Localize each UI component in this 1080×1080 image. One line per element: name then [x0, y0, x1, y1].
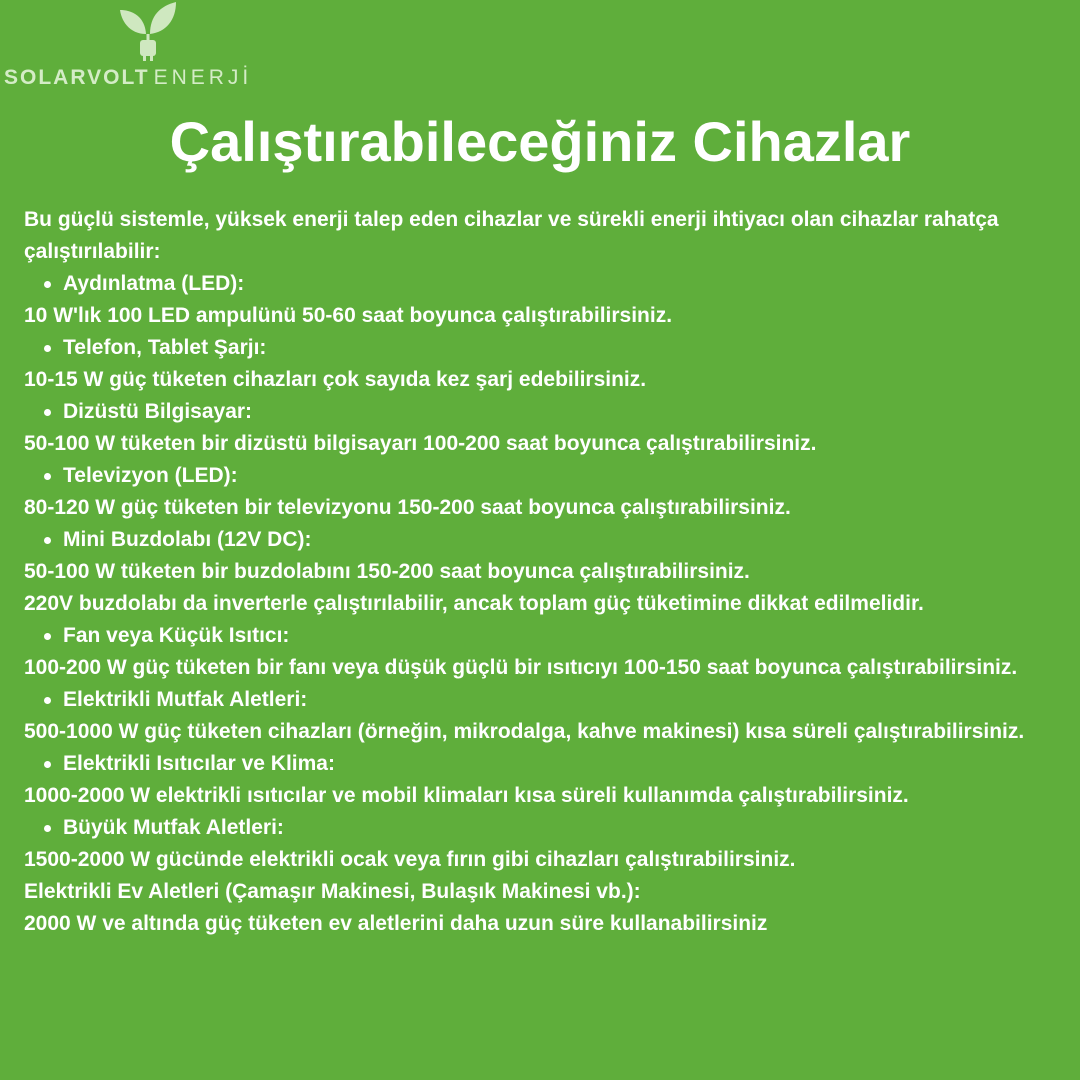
item-line: 220V buzdolabı da inverterle çalıştırılabilir, ancak toplam güç tüketimine dikkat edilmelidir. — [24, 592, 924, 615]
page-title: Çalıştırabileceğiniz Cihazlar — [169, 110, 911, 173]
item-heading: Telefon, Tablet Şarjı: — [24, 332, 1064, 364]
logo-brand: SOLARVOLT — [4, 66, 150, 89]
item-line: 1500-2000 W gücünde elektrikli ocak veya fırın gibi cihazları çalıştırabilirsiniz. — [24, 848, 796, 871]
item-heading: Elektrikli Mutfak Aletleri: — [24, 684, 1064, 716]
item-heading: Aydınlatma (LED): — [24, 268, 1064, 300]
leaf-plug-icon — [118, 0, 178, 62]
item-heading: Fan veya Küçük Isıtıcı: — [24, 620, 1064, 652]
item-line: Elektrikli Ev Aletleri (Çamaşır Makinesi, Bulaşık Makinesi vb.): — [24, 880, 641, 903]
item-heading: Dizüstü Bilgisayar: — [24, 396, 1064, 428]
item-heading: Mini Buzdolabı (12V DC): — [24, 524, 1064, 556]
logo-wordmark — [4, 66, 252, 90]
logo-sub: ENERJİ — [153, 66, 253, 89]
item-line: 1000-2000 W elektrikli ısıtıcılar ve mobil klimaları kısa süreli kullanımda çalıştırabilirsiniz. — [24, 784, 909, 807]
item-line: 500-1000 W güç tüketen cihazları (örneğin, mikrodalga, kahve makinesi) kısa süreli çalıştırabilirsiniz. — [24, 720, 1025, 743]
item-line: 2000 W ve altında güç tüketen ev aletlerini daha uzun süre kullanabilirsiniz — [24, 912, 768, 935]
brand-logo — [4, 0, 284, 100]
item-heading: Televizyon (LED): — [24, 460, 1064, 492]
item-line: 100-200 W güç tüketen bir fanı veya düşük güçlü bir ısıtıcıyı 100-150 saat boyunca çalıştırabilirsiniz. — [24, 656, 1018, 679]
item-line: 10 W'lık 100 LED ampulünü 50-60 saat boyunca çalıştırabilirsiniz. — [24, 304, 673, 327]
item-line: 50-100 W tüketen bir dizüstü bilgisayarı 100-200 saat boyunca çalıştırabilirsiniz. — [24, 432, 817, 455]
item-heading: Elektrikli Isıtıcılar ve Klima: — [24, 748, 1064, 780]
item-line: 10-15 W güç tüketen cihazları çok sayıda kez şarj edebilirsiniz. — [24, 368, 647, 391]
item-line: 50-100 W tüketen bir buzdolabını 150-200 saat boyunca çalıştırabilirsiniz. — [24, 560, 750, 583]
item-heading: Büyük Mutfak Aletleri: — [24, 812, 1064, 844]
intro-text: Bu güçlü sistemle, yüksek enerji talep eden cihazlar ve sürekli enerji ihtiyacı olan cihazlar rahatça çalıştırılabilir: — [24, 208, 999, 263]
item-line: 80-120 W güç tüketen bir televizyonu 150-200 saat boyunca çalıştırabilirsiniz. — [24, 496, 791, 519]
device-list — [24, 204, 1064, 940]
